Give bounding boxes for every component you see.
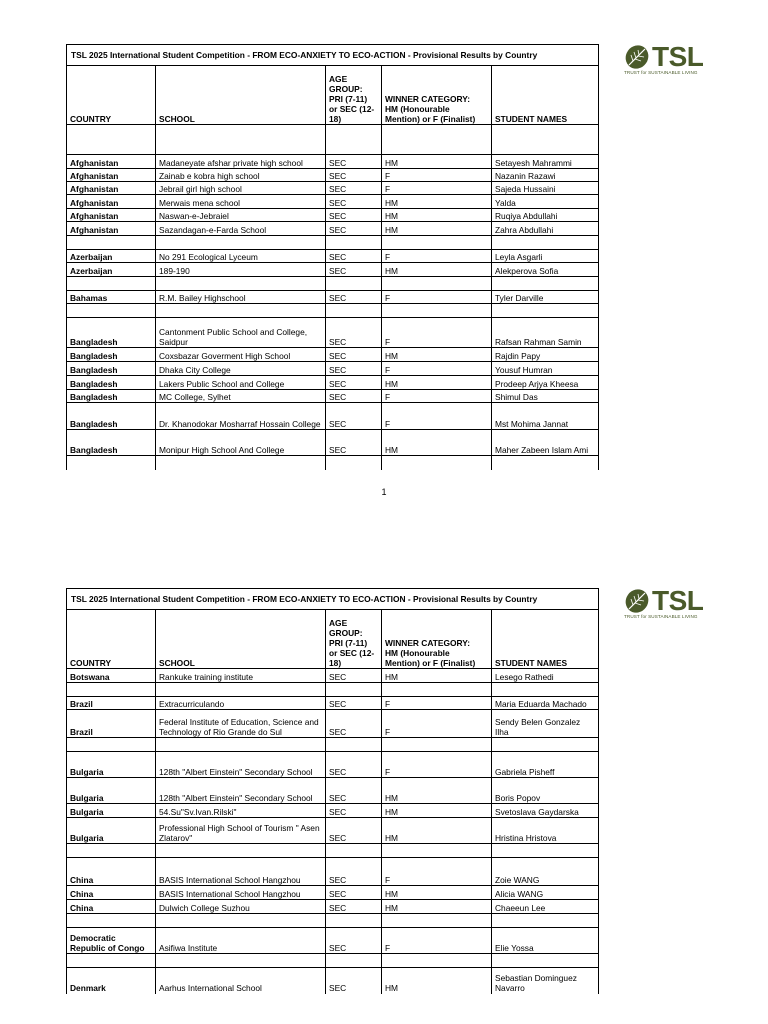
age-group-cell: SEC: [326, 669, 382, 683]
student-name-cell: Alicia WANG: [492, 886, 599, 900]
tsl-logo: [624, 41, 704, 84]
table-row: [67, 376, 599, 390]
student-name-cell: Tyler Darville: [492, 291, 599, 304]
winner-category-cell: F: [382, 697, 492, 710]
table-title: TSL 2025 International Student Competition - FROM ECO-ANXIETY TO ECO-ACTION - Provisional Results by Country: [67, 589, 599, 610]
country-cell: Bahamas: [67, 291, 156, 304]
school-cell: Asifiwa Institute: [156, 928, 326, 954]
header-age-group: AGE GROUP: PRI (7-11) or SEC (12- 18): [326, 610, 382, 669]
country-cell: [67, 738, 156, 752]
table-row: [67, 390, 599, 403]
school-cell: [156, 304, 326, 318]
winner-category-cell: F: [382, 858, 492, 886]
school-cell: Sazandagan-e-Farda School: [156, 222, 326, 236]
header-winner-category: WINNER CATEGORY: HM (Honourable Mention) or F (Finalist): [382, 610, 492, 669]
student-name-cell: [492, 738, 599, 752]
student-name-cell: [492, 914, 599, 928]
student-name-cell: Sebastian Dominguez Navarro: [492, 968, 599, 994]
age-group-cell: SEC: [326, 362, 382, 376]
table-row: [67, 430, 599, 456]
winner-category-cell: [382, 236, 492, 250]
student-name-cell: [492, 236, 599, 250]
school-cell: Professional High School of Tourism " Asen Zlatarov": [156, 818, 326, 844]
winner-category-cell: [382, 304, 492, 318]
winner-category-cell: [382, 125, 492, 155]
country-cell: Brazil: [67, 710, 156, 738]
school-cell: Jebrail girl high school: [156, 182, 326, 195]
country-cell: Bulgaria: [67, 818, 156, 844]
table-row: [67, 900, 599, 914]
country-cell: Bangladesh: [67, 318, 156, 348]
country-cell: Bangladesh: [67, 376, 156, 390]
student-name-cell: [492, 844, 599, 858]
winner-category-cell: F: [382, 403, 492, 430]
country-cell: Afghanistan: [67, 182, 156, 195]
school-cell: [156, 683, 326, 697]
table-row: [67, 250, 599, 263]
country-cell: Afghanistan: [67, 209, 156, 222]
spacer-row: [67, 738, 599, 752]
winner-category-cell: [382, 456, 492, 470]
spacer-row: [67, 304, 599, 318]
school-cell: Dhaka City College: [156, 362, 326, 376]
age-group-cell: SEC: [326, 886, 382, 900]
age-group-cell: SEC: [326, 430, 382, 456]
age-group-cell: SEC: [326, 900, 382, 914]
age-group-cell: SEC: [326, 348, 382, 362]
student-name-cell: Mst Mohima Jannat: [492, 403, 599, 430]
results-table: [66, 588, 599, 994]
country-cell: [67, 844, 156, 858]
country-cell: Bangladesh: [67, 403, 156, 430]
age-group-cell: [326, 456, 382, 470]
student-name-cell: [492, 954, 599, 968]
student-name-cell: [492, 683, 599, 697]
school-cell: 128th "Albert Einstein" Secondary School: [156, 778, 326, 804]
country-cell: Denmark: [67, 968, 156, 994]
school-cell: BASIS International School Hangzhou: [156, 886, 326, 900]
table-row: [67, 291, 599, 304]
school-cell: Coxsbazar Goverment High School: [156, 348, 326, 362]
student-name-cell: Maher Zabeen Islam Ami: [492, 430, 599, 456]
student-name-cell: Gabriela Pisheff: [492, 752, 599, 778]
age-group-cell: [326, 954, 382, 968]
student-name-cell: Hristina Hristova: [492, 818, 599, 844]
student-name-cell: Maria Eduarda Machado: [492, 697, 599, 710]
country-cell: Afghanistan: [67, 155, 156, 169]
header-school: SCHOOL: [156, 66, 326, 125]
age-group-cell: [326, 125, 382, 155]
student-name-cell: Rajdin Papy: [492, 348, 599, 362]
winner-category-cell: F: [382, 169, 492, 182]
table-row: [67, 155, 599, 169]
student-name-cell: Zoie WANG: [492, 858, 599, 886]
school-cell: Merwais mena school: [156, 195, 326, 209]
student-name-cell: Sendy Belen Gonzalez Ilha: [492, 710, 599, 738]
country-cell: Afghanistan: [67, 222, 156, 236]
winner-category-cell: [382, 683, 492, 697]
page-number: 1: [381, 487, 387, 497]
winner-category-cell: HM: [382, 263, 492, 277]
age-group-cell: SEC: [326, 318, 382, 348]
school-cell: Monipur High School And College: [156, 430, 326, 456]
school-cell: BASIS International School Hangzhou: [156, 858, 326, 886]
winner-category-cell: HM: [382, 155, 492, 169]
school-cell: [156, 277, 326, 291]
header-student-names: STUDENT NAMES: [492, 66, 599, 125]
table-row: [67, 318, 599, 348]
winner-category-cell: F: [382, 390, 492, 403]
student-name-cell: Svetoslava Gaydarska: [492, 804, 599, 818]
country-cell: Bangladesh: [67, 362, 156, 376]
winner-category-cell: HM: [382, 669, 492, 683]
student-name-cell: Prodeep Arjya Kheesa: [492, 376, 599, 390]
country-cell: Azerbaijan: [67, 263, 156, 277]
winner-category-cell: [382, 844, 492, 858]
school-cell: Aarhus International School: [156, 968, 326, 994]
school-cell: Naswan-e-Jebraiel: [156, 209, 326, 222]
country-cell: [67, 914, 156, 928]
table-row: [67, 710, 599, 738]
age-group-cell: SEC: [326, 928, 382, 954]
student-name-cell: [492, 456, 599, 470]
country-cell: Bulgaria: [67, 752, 156, 778]
student-name-cell: Alekperova Sofia: [492, 263, 599, 277]
age-group-cell: SEC: [326, 250, 382, 263]
school-cell: Dulwich College Suzhou: [156, 900, 326, 914]
winner-category-cell: F: [382, 291, 492, 304]
spacer-row: [67, 125, 599, 155]
country-cell: Bangladesh: [67, 390, 156, 403]
winner-category-cell: F: [382, 752, 492, 778]
table-row: [67, 222, 599, 236]
country-cell: Bangladesh: [67, 348, 156, 362]
header-student-names: STUDENT NAMES: [492, 610, 599, 669]
student-name-cell: Ruqiya Abdullahi: [492, 209, 599, 222]
student-name-cell: Zahra Abdullahi: [492, 222, 599, 236]
age-group-cell: SEC: [326, 376, 382, 390]
country-cell: China: [67, 858, 156, 886]
age-group-cell: SEC: [326, 858, 382, 886]
logo-wordmark: TSL: [652, 585, 704, 616]
winner-category-cell: [382, 914, 492, 928]
age-group-cell: SEC: [326, 182, 382, 195]
age-group-cell: SEC: [326, 818, 382, 844]
table-row: [67, 968, 599, 994]
spacer-row: [67, 844, 599, 858]
student-name-cell: Elie Yossa: [492, 928, 599, 954]
school-cell: [156, 914, 326, 928]
age-group-cell: SEC: [326, 804, 382, 818]
winner-category-cell: [382, 277, 492, 291]
school-cell: 54.Su"Sv.Ivan.Rilski": [156, 804, 326, 818]
age-group-cell: SEC: [326, 968, 382, 994]
winner-category-cell: HM: [382, 195, 492, 209]
spacer-row: [67, 277, 599, 291]
table-row: [67, 669, 599, 683]
student-name-cell: Shimul Das: [492, 390, 599, 403]
school-cell: [156, 456, 326, 470]
school-cell: [156, 738, 326, 752]
winner-category-cell: HM: [382, 968, 492, 994]
table-row: [67, 209, 599, 222]
winner-category-cell: HM: [382, 376, 492, 390]
table-row: [67, 752, 599, 778]
age-group-cell: SEC: [326, 697, 382, 710]
header-school: SCHOOL: [156, 610, 326, 669]
winner-category-cell: HM: [382, 778, 492, 804]
country-cell: [67, 954, 156, 968]
country-cell: [67, 236, 156, 250]
student-name-cell: Yalda: [492, 195, 599, 209]
winner-category-cell: F: [382, 710, 492, 738]
student-name-cell: [492, 125, 599, 155]
student-name-cell: Lesego Rathedi: [492, 669, 599, 683]
winner-category-cell: HM: [382, 430, 492, 456]
age-group-cell: [326, 914, 382, 928]
age-group-cell: SEC: [326, 155, 382, 169]
school-cell: [156, 125, 326, 155]
age-group-cell: SEC: [326, 778, 382, 804]
spacer-row: [67, 683, 599, 697]
table-row: [67, 778, 599, 804]
country-cell: [67, 277, 156, 291]
winner-category-cell: HM: [382, 804, 492, 818]
header-country: COUNTRY: [67, 66, 156, 125]
country-cell: Brazil: [67, 697, 156, 710]
table-row: [67, 362, 599, 376]
leaf-icon: [624, 44, 650, 70]
country-cell: China: [67, 900, 156, 914]
age-group-cell: SEC: [326, 263, 382, 277]
table-row: [67, 403, 599, 430]
student-name-cell: Sajeda Hussaini: [492, 182, 599, 195]
school-cell: [156, 954, 326, 968]
age-group-cell: SEC: [326, 390, 382, 403]
table-row: [67, 818, 599, 844]
age-group-cell: [326, 277, 382, 291]
age-group-cell: [326, 236, 382, 250]
table-row: [67, 348, 599, 362]
country-cell: [67, 304, 156, 318]
student-name-cell: Rafsan Rahman Samin: [492, 318, 599, 348]
table-title: TSL 2025 International Student Competition - FROM ECO-ANXIETY TO ECO-ACTION - Provisional Results by Country: [67, 45, 599, 66]
winner-category-cell: F: [382, 182, 492, 195]
school-cell: [156, 844, 326, 858]
student-name-cell: [492, 277, 599, 291]
age-group-cell: SEC: [326, 710, 382, 738]
winner-category-cell: F: [382, 928, 492, 954]
student-name-cell: Nazanin Razawi: [492, 169, 599, 182]
spacer-row: [67, 914, 599, 928]
table-row: [67, 858, 599, 886]
table-row: [67, 195, 599, 209]
leaf-icon: [624, 588, 650, 614]
winner-category-cell: HM: [382, 818, 492, 844]
country-cell: Democratic Republic of Congo: [67, 928, 156, 954]
age-group-cell: [326, 844, 382, 858]
winner-category-cell: HM: [382, 886, 492, 900]
age-group-cell: SEC: [326, 195, 382, 209]
country-cell: [67, 683, 156, 697]
student-name-cell: [492, 304, 599, 318]
spacer-row: [67, 456, 599, 470]
country-cell: China: [67, 886, 156, 900]
student-name-cell: Boris Popov: [492, 778, 599, 804]
table-row: [67, 169, 599, 182]
country-cell: Afghanistan: [67, 195, 156, 209]
school-cell: MC College, Sylhet: [156, 390, 326, 403]
table-row: [67, 263, 599, 277]
winner-category-cell: HM: [382, 348, 492, 362]
country-cell: [67, 125, 156, 155]
winner-category-cell: F: [382, 318, 492, 348]
winner-category-cell: HM: [382, 209, 492, 222]
student-name-cell: Chaeeun Lee: [492, 900, 599, 914]
student-name-cell: Setayesh Mahrammi: [492, 155, 599, 169]
school-cell: Cantonment Public School and College, Saidpur: [156, 318, 326, 348]
student-name-cell: Yousuf Humran: [492, 362, 599, 376]
school-cell: Zainab e kobra high school: [156, 169, 326, 182]
country-cell: Afghanistan: [67, 169, 156, 182]
results-table: [66, 44, 599, 470]
winner-category-cell: F: [382, 362, 492, 376]
school-cell: Extracurriculando: [156, 697, 326, 710]
school-cell: Federal Institute of Education, Science and Technology of Rio Grande do Sul: [156, 710, 326, 738]
header-age-group: AGE GROUP: PRI (7-11) or SEC (12- 18): [326, 66, 382, 125]
header-country: COUNTRY: [67, 610, 156, 669]
winner-category-cell: [382, 954, 492, 968]
age-group-cell: SEC: [326, 752, 382, 778]
table-row: [67, 804, 599, 818]
school-cell: R.M. Bailey Highschool: [156, 291, 326, 304]
tsl-logo: [624, 585, 704, 628]
school-cell: Dr. Khanodokar Mosharraf Hossain College: [156, 403, 326, 430]
age-group-cell: SEC: [326, 222, 382, 236]
logo-tagline: TRUST for SUSTAINABLE LIVING: [624, 614, 698, 619]
age-group-cell: [326, 738, 382, 752]
school-cell: [156, 236, 326, 250]
student-name-cell: Leyla Asgarli: [492, 250, 599, 263]
country-cell: Bulgaria: [67, 804, 156, 818]
winner-category-cell: F: [382, 250, 492, 263]
age-group-cell: [326, 683, 382, 697]
school-cell: 128th "Albert Einstein" Secondary School: [156, 752, 326, 778]
school-cell: 189-190: [156, 263, 326, 277]
school-cell: Madaneyate afshar private high school: [156, 155, 326, 169]
age-group-cell: SEC: [326, 169, 382, 182]
winner-category-cell: HM: [382, 900, 492, 914]
school-cell: No 291 Ecological Lyceum: [156, 250, 326, 263]
country-cell: Botswana: [67, 669, 156, 683]
country-cell: Bangladesh: [67, 430, 156, 456]
table-row: [67, 697, 599, 710]
age-group-cell: [326, 304, 382, 318]
table-row: [67, 182, 599, 195]
age-group-cell: SEC: [326, 209, 382, 222]
country-cell: [67, 456, 156, 470]
logo-tagline: TRUST for SUSTAINABLE LIVING: [624, 70, 698, 75]
table-row: [67, 928, 599, 954]
header-winner-category: WINNER CATEGORY: HM (Honourable Mention) or F (Finalist): [382, 66, 492, 125]
age-group-cell: SEC: [326, 291, 382, 304]
table-row: [67, 886, 599, 900]
winner-category-cell: [382, 738, 492, 752]
country-cell: Bulgaria: [67, 778, 156, 804]
school-cell: Lakers Public School and College: [156, 376, 326, 390]
school-cell: Rankuke training institute: [156, 669, 326, 683]
winner-category-cell: HM: [382, 222, 492, 236]
age-group-cell: SEC: [326, 403, 382, 430]
spacer-row: [67, 954, 599, 968]
country-cell: Azerbaijan: [67, 250, 156, 263]
logo-wordmark: TSL: [652, 41, 704, 72]
spacer-row: [67, 236, 599, 250]
